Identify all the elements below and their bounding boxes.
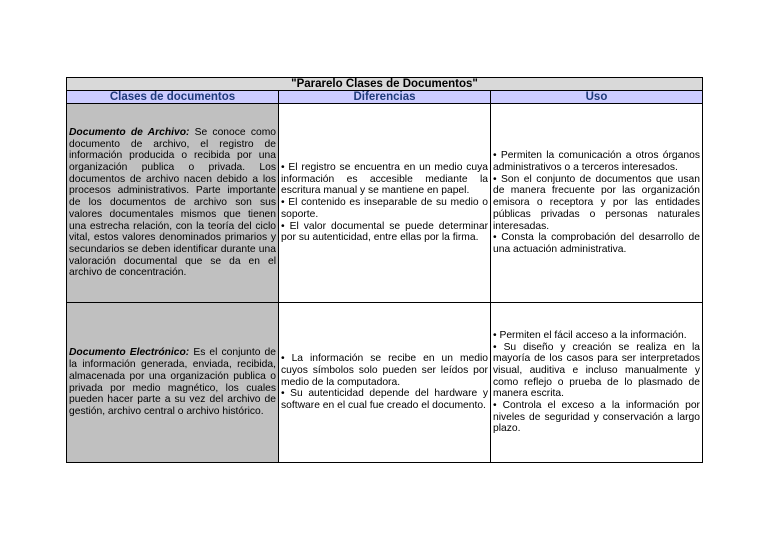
use-item: • Su diseño y creación se realiza en la mayoría de los casos para ser interpretados visual, auditiva e incluso manualmente y como reflejo o prueba de lo plasmado de manera escrita. [493, 341, 700, 400]
class-cell [67, 303, 279, 463]
header-diferencias: Diferencias [279, 91, 491, 104]
table-title: "Pararelo Clases de Documentos" [67, 78, 703, 91]
use-item: • Controla el exceso a la información por niveles de seguridad y conservación a largo plazo. [493, 400, 700, 435]
table-row [67, 104, 703, 303]
difference-item: • El contenido es inseparable de su medio o soporte. [281, 197, 488, 220]
differences-cell [279, 303, 491, 463]
class-term: Documento de Archivo: [69, 126, 190, 138]
class-term: Documento Electrónico: [69, 347, 190, 359]
table-header-row [67, 91, 703, 104]
class-definition: Se conoce como documento de archivo, el registro de información producida o recibida por una organización publica o privada. Los documentos de archivo nacen debido a los procesos administrativos. Parte importante de los documentos de archivo son sus valores documentales mismos que tienen una estrecha relación, con la teoría del ciclo vital, estos valores denominados primarios y secundarios se deben identificar durante una valoración documental que se da en el archivo de concentración. [69, 126, 277, 279]
header-uso: Uso [491, 91, 703, 104]
table-row [67, 303, 703, 463]
document-classes-table [66, 77, 703, 463]
use-cell [491, 104, 703, 303]
difference-item: • El valor documental se puede determinar por su autenticidad, entre ellas por la firma. [281, 220, 488, 244]
differences-cell [279, 104, 491, 303]
use-item: • Permiten la comunicación a otros órganos administrativos o a terceros interesados. [493, 150, 700, 174]
difference-item: • El registro se encuentra en un medio cuya información es accesible mediante la escritura manual y se mantiene en papel. [281, 162, 488, 197]
difference-item: • La información se recibe en un medio cuyos símbolos solo pueden ser leídos por medio de la computadora. [281, 353, 488, 388]
class-definition: Es el conjunto de la información generada, enviada, recibida, almacenada por una organización publica o privada por medio magnético, los cuales pueden hacer parte a su vez del archivo de gestión, archivo central o archivo histórico. [69, 347, 277, 417]
class-cell [67, 104, 279, 303]
table-title-row [67, 78, 703, 91]
use-item: • Permiten el fácil acceso a la información. [493, 329, 687, 341]
use-item: • Consta la comprobación del desarrollo de una actuación administrativa. [493, 232, 700, 255]
header-clases: Clases de documentos [67, 91, 279, 104]
use-item: • Son el conjunto de documentos que usan de manera frecuente por las organización emisora o receptora y por las entidades públicas privadas o personas naturales interesadas. [493, 173, 700, 232]
difference-item: • Su autenticidad depende del hardware y software en el cual fue creado el documento. [281, 388, 488, 412]
use-cell [491, 303, 703, 463]
